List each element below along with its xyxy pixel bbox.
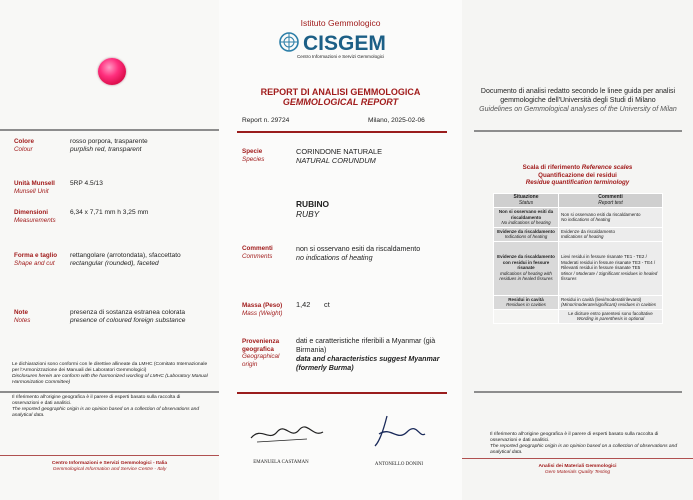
report-title: REPORT DI ANALISI GEMMOLOGICA <box>260 87 421 97</box>
signature-1 <box>247 420 327 450</box>
mass-label: Massa (Peso) Mass (Weight) <box>242 302 283 317</box>
report-title-en: GEMMOLOGICAL REPORT <box>282 97 399 107</box>
divider <box>474 130 682 132</box>
table-row: Non si osservano esiti da riscaldamento No indications of heating Non si osservano esiti da riscaldamento No indications of heating <box>494 208 663 228</box>
lmhc-disclaimer: Le dichiarazioni sono conformi con le direttive allineate da LMHC (Comitato Internazionale per l'Armonizzazione dei Manuali dei Laboratori Gemmologici) Disclosures herein are conform with the harmonized wording of LMHC (Laboratory Manual Harmonization Committee) <box>12 362 208 385</box>
munsell-value: 5RP 4.5/13 <box>70 180 103 187</box>
divider <box>0 129 219 131</box>
brand-subtitle: Centro Informazioni e Servizi Gemmologici <box>296 54 385 59</box>
table-row: Residui in cavità Residues in cavities Residui in cavità (lievi/moderati/rilevanti) (Minor/moderate/significant) residues in cavities <box>494 295 663 309</box>
footer-rule <box>462 458 693 459</box>
shape-label: Forma e taglio Shape and cut <box>14 252 58 267</box>
colour-value: rosso porpora, trasparente purplish red, transparent <box>70 138 148 153</box>
header-logo <box>219 18 462 59</box>
table-row: Evidenze da riscaldamento con residui in fessure risanate Indications of heating with residues in healed fissures Lievi residui in fessure risanate TE1 - TE2 / Moderati residui in fessure risanate TE3 - TE4 / Rilevanti residui in fessure risanate TE5 Minor / Moderate / Significant residues in healed fissures <box>494 241 663 295</box>
scale-heading: Scala di riferimento Reference scales Quantificazione dei residui Residue quantification terminology <box>522 164 633 187</box>
table-row: Evidenze da riscaldamento Indications of heating Evidenze da riscaldamento Indications of heating <box>494 227 663 241</box>
variety-value: RUBINO RUBY <box>296 199 330 219</box>
divider <box>474 391 682 393</box>
middle-panel <box>219 0 462 500</box>
divider <box>237 392 447 394</box>
gem-icon <box>276 30 406 54</box>
residue-table <box>493 193 663 324</box>
mass-unit: ct <box>324 300 330 309</box>
origin-value: dati e caratteristiche riferibili a Myanmar (già Birmania) data and characteristics suggest Myanmar (formerly Burma) <box>296 337 440 372</box>
footer: Analisi dei Materiali Gemmologici Gem Materials Quality Testing <box>538 464 617 475</box>
signatory-1: EMANUELA CASTAMAN <box>253 460 309 465</box>
left-panel <box>0 0 219 500</box>
comments-value: non si osservano esiti da riscaldamento no indications of heating <box>296 245 421 262</box>
mass-value: 1,42 <box>296 300 311 309</box>
institute-name: Istituto Gemmologico <box>300 18 381 28</box>
report-date: Milano, 2025-02-06 <box>368 117 425 124</box>
signature-2 <box>367 412 427 450</box>
report-heading <box>219 87 462 107</box>
footer-rule <box>0 455 219 456</box>
munsell-label: Unità Munsell Munsell Unit <box>14 180 55 195</box>
origin-disclaimer: Il riferimento all'origine geografica è il parere di esperti basato sulla raccolta di osservazioni e dati analitici. The reported geographic origin is an opinion based on a collection of observations and analytical data. <box>490 432 678 455</box>
divider <box>0 391 219 393</box>
signatory-2: ANTONELLO DONINI <box>374 462 424 467</box>
shape-value: rettangolare (arrotondata), sfaccettato rectangular (rounded), faceted <box>70 252 181 267</box>
species-value: CORINDONE NATURALE NATURAL CORUNDUM <box>296 147 383 165</box>
species-label: Specie Species <box>242 148 265 163</box>
measurements-value: 6,34 x 7,71 mm h 3,25 mm <box>70 209 149 216</box>
table-header: Situazione Status Commenti Report text <box>494 194 663 208</box>
gemstone-photo <box>98 58 126 85</box>
report-number: Report n. 29724 <box>242 117 290 124</box>
guidelines-intro: Documento di analisi redatto secondo le linee guida per analisi gemmologiche dell'Università degli Studi di Milano Guidelines on Gemmological analyses of the University of Milan <box>479 88 677 113</box>
right-panel <box>462 0 693 500</box>
colour-label: Colore Colour <box>14 138 34 153</box>
origin-disclaimer: Il riferimento all'origine geografica è il parere di esperti basato sulla raccolta di osservazioni e dati analitici. The reported geographic origin is an opinion based on a collection of observations and analytical data. <box>12 395 200 418</box>
comments-label: Commenti Comments <box>242 245 273 260</box>
notes-value: presenza di sostanza estranea colorata presence of coloured foreign substance <box>70 309 186 324</box>
footer: Centro Informazioni e Servizi Gemmologici - Italia Gemmological Information and Service Centre - Italy <box>51 461 168 472</box>
origin-label: Provenienza geografica Geographical origin <box>242 338 280 368</box>
divider <box>237 131 447 133</box>
cisgem-logo <box>219 30 462 54</box>
measurements-label: Dimensioni Measurements <box>14 209 56 224</box>
table-row: Le diciture entro parentesi sono facoltative Wording in parenthesis is optional <box>494 309 663 323</box>
brand-text: CISGEM <box>302 32 386 54</box>
notes-label: Note Notes <box>14 309 31 324</box>
